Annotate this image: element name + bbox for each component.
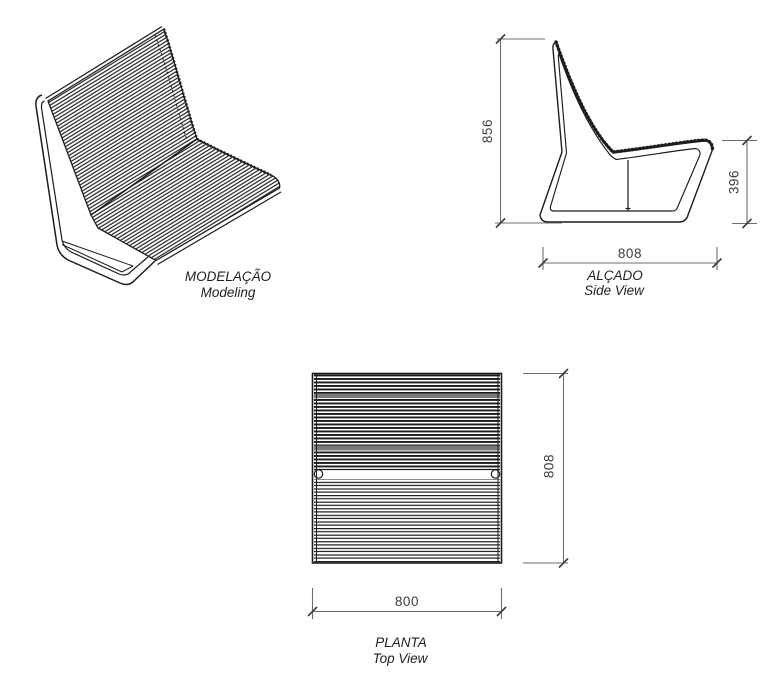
plan-seat-slats — [314, 479, 500, 563]
iso-base-brace — [62, 241, 133, 272]
side-dim-depth-value: 808 — [617, 246, 643, 261]
plan-dim-depth-value: 808 — [541, 453, 557, 479]
side-view-subtitle: Side View — [584, 283, 644, 298]
side-dim-overall-height — [480, 35, 562, 228]
side-view — [480, 35, 757, 299]
side-center-strut — [626, 160, 631, 211]
side-dim-depth — [539, 246, 722, 270]
modeling-title: MODELAÇÃO — [184, 269, 272, 284]
side-dim-seat-height-value: 396 — [726, 169, 742, 195]
top-view — [308, 369, 568, 666]
side-dim-seat-height — [722, 136, 757, 228]
side-view-title: ALÇADO — [587, 268, 643, 283]
plan-dim-width — [308, 588, 506, 619]
plan-dim-width-value: 800 — [394, 594, 420, 609]
plan-back-slats — [314, 374, 500, 468]
side-profile-inner — [550, 54, 700, 211]
side-dim-overall-height-value: 856 — [480, 118, 495, 144]
plan-dim-depth — [523, 369, 568, 568]
plan-slat-band-2 — [314, 446, 500, 451]
modeling-view — [36, 27, 281, 301]
side-slat-beads — [556, 42, 713, 152]
top-view-subtitle: Top View — [372, 651, 428, 666]
top-view-title: PLANTA — [375, 635, 427, 650]
plan-left-hook — [314, 470, 322, 478]
plan-slat-band-1 — [314, 394, 500, 399]
modeling-subtitle: Modeling — [200, 285, 256, 300]
